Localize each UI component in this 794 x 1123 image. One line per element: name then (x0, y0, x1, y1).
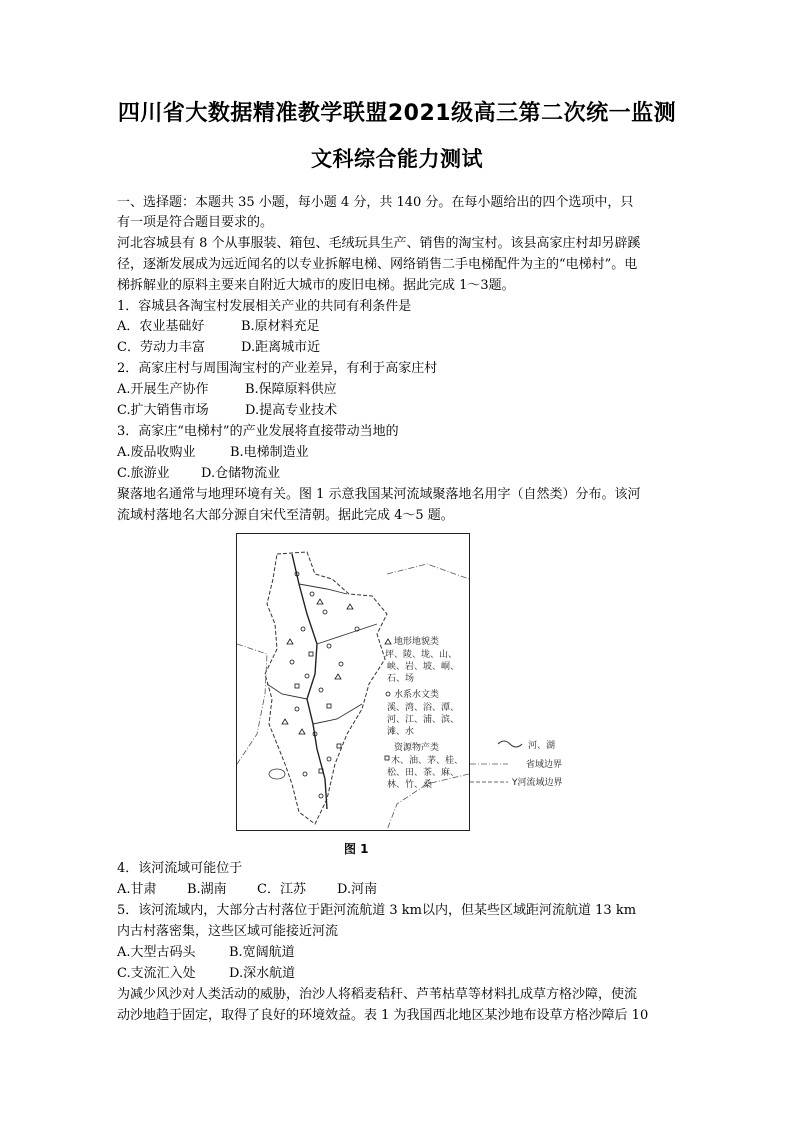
legend-cat3-title: 资源物产类 (394, 743, 440, 753)
map-drawing (237, 534, 469, 830)
legend-cat2-line: 河、江、浦、滨、 (387, 715, 460, 725)
basin-boundary (265, 552, 387, 824)
option-d: D.仓储物流业 (201, 466, 281, 481)
question-stem: 内古村落密集，这些区域可能接近河流 (117, 924, 339, 939)
option-row (117, 943, 677, 963)
passage-line: 为减少风沙对人类活动的威胁，治沙人将稻麦秸秆、芦苇枯草等材料扎成草方格沙障，使流 (117, 987, 638, 1002)
legend-cat1-line: 坪、陵、垅、山、 (385, 650, 458, 660)
river-lake-symbol (498, 741, 522, 747)
option-b: B.电梯制造业 (230, 445, 309, 460)
question-stem: 4．该河流域可能位于 (117, 861, 243, 876)
question-stem: 3．高家庄“电梯村”的产业发展将直接带动当地的 (117, 424, 399, 439)
option-a: A.大型古码头 (117, 945, 196, 960)
main-river (292, 554, 327, 809)
passage-line: 河北容城县有 8 个从事服装、箱包、毛绒玩具生产、销售的淘宝村。该县高家庄村却另辟蹊 (117, 236, 641, 251)
legend-cat3-line: 松、田、茶、麻、 (387, 768, 460, 778)
passage-line: 流域村落地名大部分源自宋代至清朝。据此完成 4～5 题。 (117, 508, 454, 523)
question-stem: 5．该河流域内，大部分古村落位于距河流航道 3 km以内，但某些区域距河流航道 13 km (117, 903, 637, 918)
legend-cat2-line: 滩、水 (387, 727, 415, 737)
option-c: C．劳动力丰富 (117, 340, 205, 355)
legend-cat2-title: 水系水文类 (394, 690, 440, 700)
option-row (117, 401, 677, 421)
exam-title: 四川省大数据精准教学联盟2021级高三第二次统一监测 (117, 101, 677, 126)
lake (269, 769, 285, 779)
option-row (117, 338, 677, 358)
figure-1-map (236, 533, 470, 831)
option-d: D.河南 (337, 882, 378, 897)
option-row (117, 317, 677, 337)
option-row (117, 443, 677, 463)
inner-legend (385, 635, 463, 790)
option-b: B.湖南 (187, 882, 227, 897)
legend-cat1-line: 峡、岩、坡、峒、 (387, 662, 460, 672)
instruction-line: 一、选择题：本题共 35 小题，每小题 4 分，共 140 分。在每小题给出的四个选项中，只 (117, 195, 634, 210)
outer-legend (468, 736, 588, 796)
legend-river-lake: 河、湖 (528, 741, 556, 751)
option-b: B.保障原料供应 (245, 382, 337, 397)
passage-line: 梯拆解业的原料主要来自附近大城市的废旧电梯。据此完成 1～3题。 (117, 278, 515, 293)
option-d: D.深水航道 (229, 966, 296, 981)
instruction-line: 有一项是符合题目要求的。 (117, 215, 274, 230)
option-d: D.提高专业技术 (245, 403, 338, 418)
legend-cat3-line: 林、竹、桑 (387, 780, 433, 790)
legend-province: 省域边界 (526, 760, 563, 770)
legend-cat3-line: 木、油、茅、桂、 (391, 756, 464, 766)
legend-cat1-title: 地形地貌类 (394, 637, 440, 647)
legend-basin: Y河流域边界 (512, 778, 563, 788)
option-row (117, 880, 677, 900)
option-c: C．江苏 (257, 882, 306, 897)
question-stem: 2．高家庄村与周围淘宝村的产业差异，有利于高家庄村 (117, 361, 438, 376)
tributaries (267, 584, 377, 724)
option-b: B.原材料充足 (241, 319, 320, 334)
option-row (117, 464, 677, 484)
legend-cat2-line: 溪、湾、浴、潭、 (387, 703, 460, 713)
legend-cat1-line: 石、场 (387, 674, 415, 684)
option-row (117, 380, 677, 400)
question-stem: 1．容城县各淘宝村发展相关产业的共同有利条件是 (117, 299, 412, 314)
passage-line: 径，逐渐发展成为远近闻名的以专业拆解电梯、网络销售二手电梯配件为主的“电梯村”。电 (117, 257, 638, 272)
option-row (117, 964, 677, 984)
option-a: A.废品收购业 (117, 445, 196, 460)
option-d: D.距离城市近 (241, 340, 321, 355)
figure-caption: 图 1 (344, 842, 369, 856)
option-c: C.支流汇入处 (117, 966, 196, 981)
option-a: A.开展生产协作 (117, 382, 209, 397)
exam-subtitle: 文科综合能力测试 (311, 147, 483, 171)
passage-line: 聚落地名通常与地理环境有关。图 1 示意我国某河流域聚落地名用字（自然类）分布。该河 (117, 487, 641, 502)
option-c: C.扩大销售市场 (117, 403, 209, 418)
passage-line: 动沙地趋于固定，取得了良好的环境效益。表 1 为我国西北地区某沙地布设草方格沙障后 10 (117, 1008, 649, 1023)
option-a: A．农业基础好 (117, 319, 205, 334)
option-c: C.旅游业 (117, 466, 170, 481)
option-a: A.甘肃 (117, 882, 157, 897)
option-b: B.宽阔航道 (229, 945, 295, 960)
